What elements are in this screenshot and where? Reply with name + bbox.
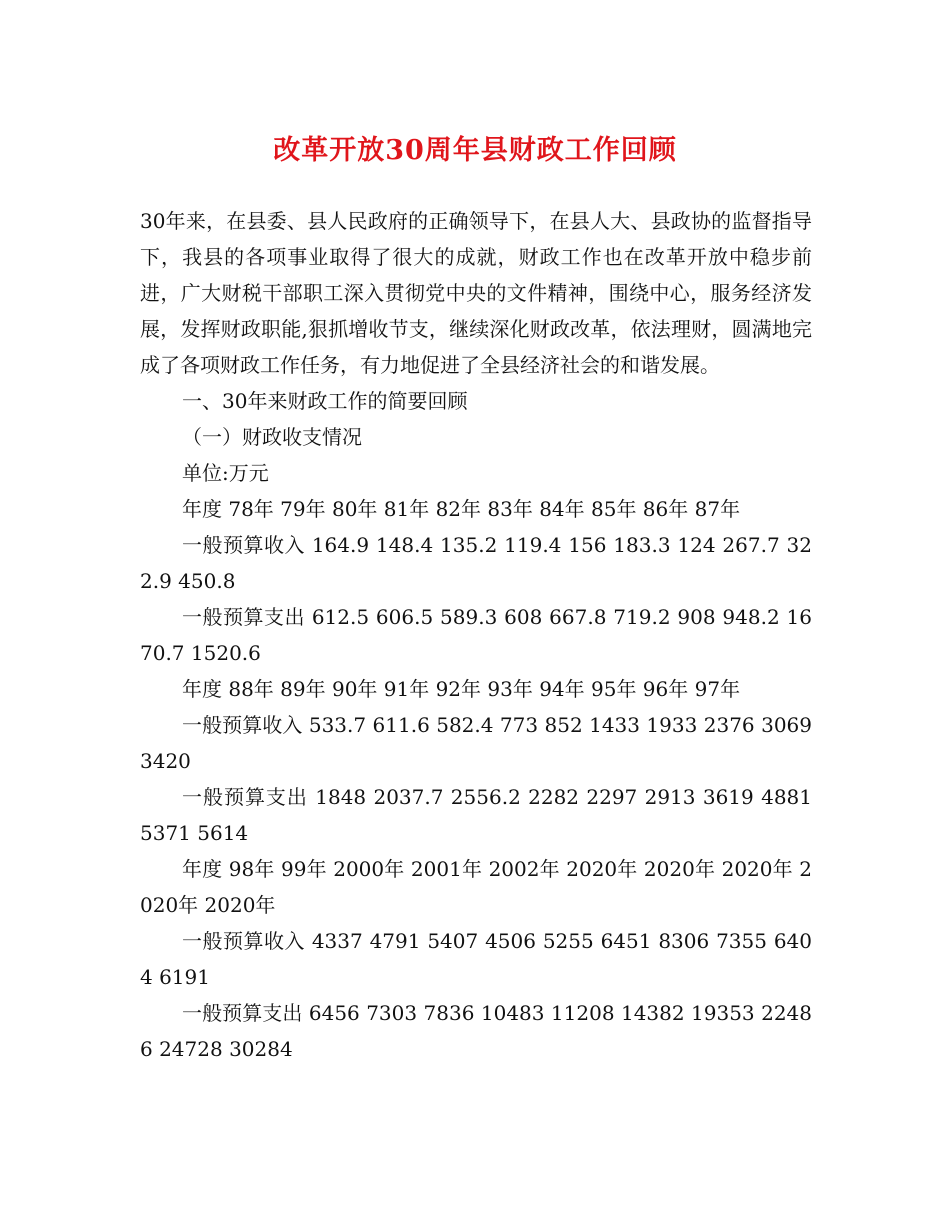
revenue-row: 一般预算收入 164.9 148.4 135.2 119.4 156 183.3 124 267.7 322.9 450.8 xyxy=(140,533,812,593)
year-row: 年度 88年 89年 90年 91年 92年 93年 94年 95年 96年 97年 xyxy=(182,677,741,701)
year-row: 年度 98年 99年 2000年 2001年 2002年 2020年 2020年 2020年 2020年 2020年 xyxy=(140,857,812,917)
document-body xyxy=(140,203,812,1067)
expenditure-row: 一般预算支出 612.5 606.5 589.3 608 667.8 719.2 908 948.2 1670.7 1520.6 xyxy=(140,605,812,665)
expenditure-row: 一般预算支出 6456 7303 7836 10483 11208 14382 19353 22486 24728 30284 xyxy=(140,1001,812,1061)
revenue-row: 一般预算收入 533.7 611.6 582.4 773 852 1433 1933 2376 3069 3420 xyxy=(140,713,812,773)
subsection-heading: （一）财政收支情况 xyxy=(182,425,362,449)
section-heading: 一、30年来财政工作的简要回顾 xyxy=(182,389,468,413)
expenditure-row: 一般预算支出 1848 2037.7 2556.2 2282 2297 2913 3619 4881 5371 5614 xyxy=(140,785,812,845)
document-title: 改革开放30周年县财政工作回顾 xyxy=(273,135,677,166)
unit-line: 单位:万元 xyxy=(182,461,269,485)
revenue-row: 一般预算收入 4337 4791 5407 4506 5255 6451 8306 7355 6404 6191 xyxy=(140,929,812,989)
year-row: 年度 78年 79年 80年 81年 82年 83年 84年 85年 86年 87年 xyxy=(182,497,741,521)
intro-paragraph: 30年来，在县委、县人民政府的正确领导下，在县人大、县政协的监督指导下，我县的各项事业取得了很大的成就，财政工作也在改革开放中稳步前进，广大财税干部职工深入贯彻党中央的文件精神，围绕中心，服务经济发展，发挥财政职能,狠抓增收节支，继续深化财政改革，依法理财，圆满地完成了各项财政工作任务，有力地促进了全县经济社会的和谐发展。 xyxy=(140,209,812,377)
